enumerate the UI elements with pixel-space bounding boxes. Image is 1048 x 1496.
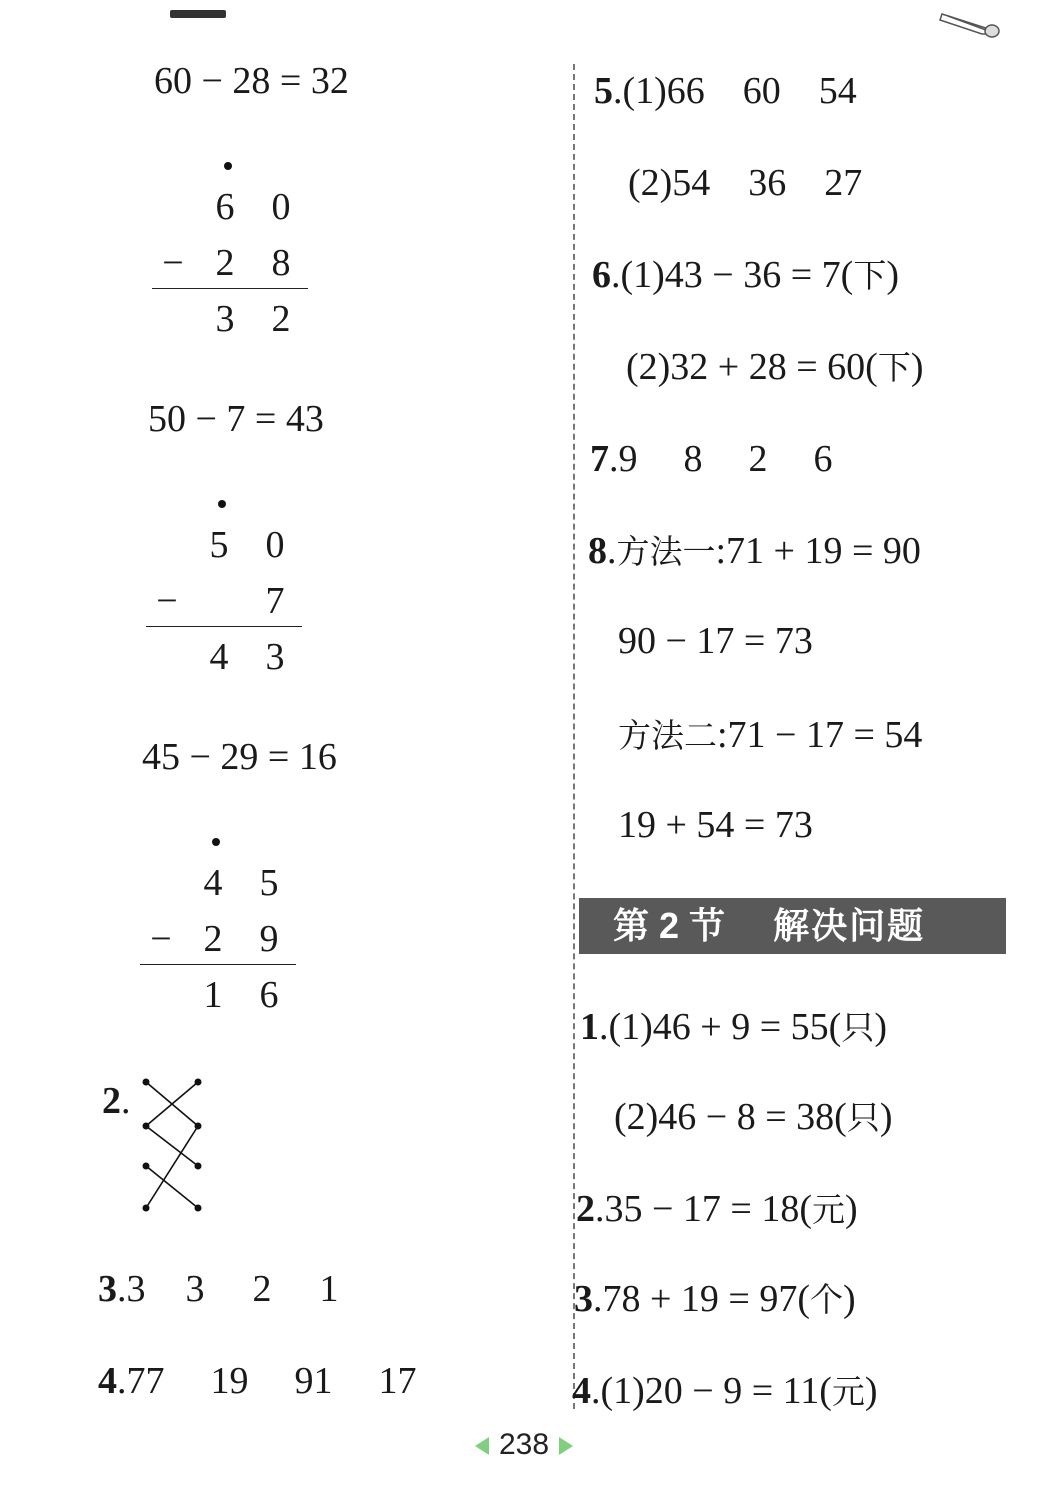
solve-4: 4.(1)20 − 9 = 11(元) xyxy=(572,1370,878,1412)
calc-line xyxy=(152,288,308,289)
digit: 3 xyxy=(265,636,285,678)
column-divider xyxy=(573,64,575,1409)
digit: 4 xyxy=(203,862,223,904)
digit: 7 xyxy=(265,580,285,622)
carry-dot xyxy=(212,838,220,846)
question-2-label: 2. xyxy=(102,1080,131,1122)
calc-line xyxy=(140,964,296,965)
next-triangle-icon xyxy=(559,1437,573,1455)
digit: 5 xyxy=(209,524,229,566)
top-decor-bar xyxy=(170,10,226,18)
equation-50-7: 50 − 7 = 43 xyxy=(148,398,324,440)
question-5-part-1: 5.(1)66 60 54 xyxy=(594,70,857,112)
page-number: 238 xyxy=(0,1428,1048,1462)
question-6-part-2: (2)32 + 28 = 60(下) xyxy=(626,346,924,388)
question-3-answer: 3.3 3 2 1 xyxy=(98,1268,339,1310)
question-5-part-2: (2)54 36 27 xyxy=(628,162,863,204)
calc-line xyxy=(146,626,302,627)
solve-3: 3.78 + 19 = 97(个) xyxy=(574,1278,856,1320)
equation-45-29: 45 − 29 = 16 xyxy=(142,736,337,778)
minus-sign: − xyxy=(162,242,184,284)
question-8-method-2: 方法二:71 − 17 = 54 xyxy=(618,714,923,756)
digit: 9 xyxy=(259,918,279,960)
question-7-answer: 7.9 8 2 6 xyxy=(590,438,833,480)
digit: 0 xyxy=(265,524,285,566)
question-6-part-1: 6.(1)43 − 36 = 7(下) xyxy=(592,254,899,296)
digit: 2 xyxy=(271,298,291,340)
prev-triangle-icon xyxy=(475,1437,489,1455)
equation-60-28: 60 − 28 = 32 xyxy=(154,60,349,102)
minus-sign: − xyxy=(156,580,178,622)
minus-sign: − xyxy=(150,918,172,960)
question-8-method-2-step-2: 19 + 54 = 73 xyxy=(618,804,813,846)
pencil-icon xyxy=(938,4,1002,40)
digit: 6 xyxy=(215,186,235,228)
digit: 4 xyxy=(209,636,229,678)
digit: 8 xyxy=(271,242,291,284)
digit: 3 xyxy=(215,298,235,340)
digit: 2 xyxy=(203,918,223,960)
solve-1-part-1: 1.(1)46 + 9 = 55(只) xyxy=(580,1006,887,1048)
digit: 1 xyxy=(203,974,223,1016)
solve-2: 2.35 − 17 = 18(元) xyxy=(576,1188,858,1230)
carry-dot xyxy=(224,162,232,170)
digit: 0 xyxy=(271,186,291,228)
digit: 5 xyxy=(259,862,279,904)
digit: 6 xyxy=(259,974,279,1016)
question-8-method-1: 8.方法一:71 + 19 = 90 xyxy=(588,530,921,572)
section-header: 第 2 节 解决问题 xyxy=(579,898,1006,954)
digit: 2 xyxy=(215,242,235,284)
matching-lines-diagram xyxy=(136,1070,216,1220)
question-8-method-1-step-2: 90 − 17 = 73 xyxy=(618,620,813,662)
carry-dot xyxy=(218,500,226,508)
question-4-answer: 4.77 19 91 17 xyxy=(98,1360,417,1402)
solve-1-part-2: (2)46 − 8 = 38(只) xyxy=(614,1096,893,1138)
